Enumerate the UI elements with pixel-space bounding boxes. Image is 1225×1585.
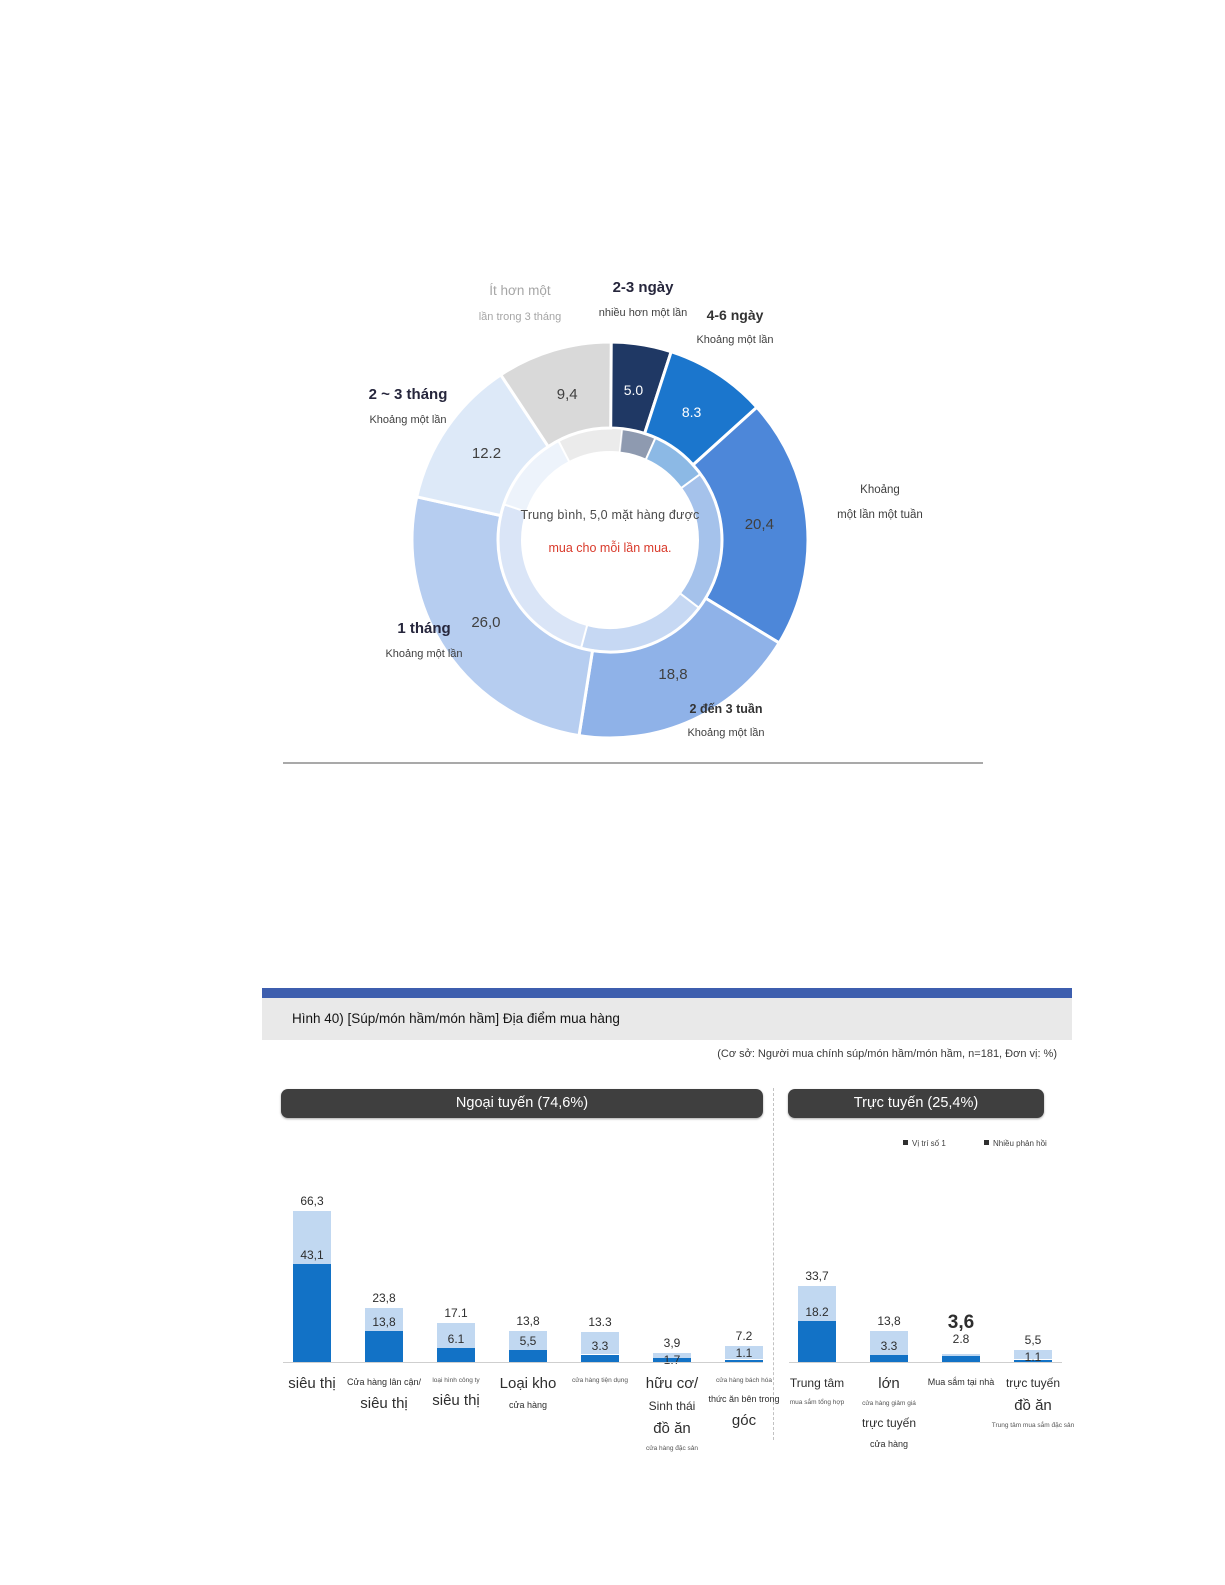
donut-center-note bbox=[460, 508, 760, 555]
bar-total-label: 13.3 bbox=[588, 1314, 612, 1329]
bar-category-line: siêu thị bbox=[432, 1392, 480, 1409]
callout-line: Khoảng một lần bbox=[696, 334, 774, 346]
bar-category-line: cửa hàng đặc sản bbox=[645, 1445, 699, 1452]
bar-total-label: 33,7 bbox=[805, 1268, 829, 1283]
bar-category-line: Loại kho bbox=[499, 1375, 557, 1392]
legend-label: Nhiều phản hồi bbox=[993, 1139, 1047, 1148]
callout-line: 2 ~ 3 tháng bbox=[368, 386, 448, 403]
donut-value-label: 5.0 bbox=[623, 381, 644, 398]
callout-1-month bbox=[334, 620, 514, 660]
bar-category-line: thức ăn bên trong bbox=[708, 1394, 780, 1404]
bar-category-line: cửa hàng bbox=[508, 1400, 548, 1410]
bar-category-line: loại hình công ty bbox=[432, 1377, 480, 1384]
bar-rank1-segment bbox=[581, 1355, 619, 1362]
legend-swatch-multi-icon bbox=[984, 1140, 989, 1145]
bar-rank1-label: 43,1 bbox=[300, 1248, 324, 1263]
bar-rank1-label: 1.7 bbox=[663, 1353, 681, 1368]
callout-line: lần trong 3 tháng bbox=[478, 311, 562, 323]
bar-rank1-label: 1.1 bbox=[735, 1345, 753, 1360]
bar-total-label: 23,8 bbox=[372, 1290, 396, 1305]
callout-line: Khoảng một lần bbox=[687, 727, 765, 739]
callout-line: 2 đến 3 tuần bbox=[689, 702, 763, 716]
callout-2-3-weeks bbox=[636, 702, 816, 739]
bar-rank1-label: 5,5 bbox=[519, 1333, 537, 1348]
bar-rank1-label: 1.1 bbox=[1024, 1349, 1042, 1364]
donut-value-label: 26,0 bbox=[471, 614, 501, 632]
bar-category-line: Mua sắm tại nhà bbox=[927, 1377, 995, 1387]
bar-rank1-label: 2.8 bbox=[952, 1331, 970, 1346]
bar-category-line: Cửa hàng lân cận/ bbox=[346, 1377, 422, 1387]
bar-rank1-label: 6.1 bbox=[447, 1332, 465, 1347]
bar-category-line: cửa hàng giảm giá bbox=[862, 1400, 916, 1407]
bar-rank1-label: 13,8 bbox=[372, 1314, 396, 1329]
online-axis-line bbox=[789, 1362, 1062, 1363]
legend-swatch-rank1-icon bbox=[903, 1140, 908, 1145]
callout-line: Ít hơn một bbox=[489, 283, 551, 298]
bar-rank1-segment bbox=[365, 1331, 403, 1362]
figure-header-accent-strip bbox=[262, 988, 1072, 998]
bar-rank1-label: 3.3 bbox=[880, 1338, 898, 1353]
bar-category-line: cửa hàng bbox=[869, 1439, 909, 1449]
bar-total-label: 66,3 bbox=[300, 1194, 324, 1209]
bar-category-line: siêu thị bbox=[288, 1375, 336, 1392]
bar-category-label bbox=[973, 1372, 1093, 1434]
offline-axis-line bbox=[283, 1362, 763, 1363]
bar-rank1-segment bbox=[437, 1348, 475, 1362]
bar-category-line: trực tuyến bbox=[861, 1416, 917, 1430]
donut-value-label: 8.3 bbox=[681, 404, 702, 421]
figure-title-banner bbox=[262, 998, 1072, 1040]
bar-category-line: siêu thị bbox=[360, 1395, 408, 1412]
online-section-header: Trực tuyến (25,4%) bbox=[788, 1089, 1044, 1118]
bar-rank1-segment bbox=[509, 1350, 547, 1362]
callout-4-6-days bbox=[645, 307, 825, 346]
bar-category-line: trực tuyến bbox=[1005, 1376, 1061, 1390]
bar-category-line: cửa hàng bách hóa bbox=[715, 1377, 773, 1384]
callout-line: Khoảng một lần bbox=[385, 648, 463, 660]
bar-total-label: 3,6 bbox=[947, 1311, 975, 1333]
callout-line: 1 tháng bbox=[397, 620, 451, 637]
figure-title: Hình 40) [Súp/món hầm/món hầm] Địa điểm mua hàng bbox=[292, 1011, 620, 1026]
legend-item-rank1 bbox=[903, 1139, 946, 1148]
bar-total-label: 17.1 bbox=[444, 1306, 468, 1321]
donut-center-line2: mua cho mỗi lần mua. bbox=[548, 541, 672, 555]
bar-total-label: 13,8 bbox=[877, 1313, 901, 1328]
bar-rank1-segment bbox=[293, 1264, 331, 1362]
callout-line: 4-6 ngày bbox=[706, 307, 764, 323]
bar-rank1-label: 3.3 bbox=[591, 1338, 609, 1353]
figure-basis-note: (Cơ sở: Người mua chính súp/món hầm/món hầm, n=181, Đơn vị: %) bbox=[717, 1048, 1057, 1060]
bar-total-label: 13,8 bbox=[516, 1313, 540, 1328]
legend-item-multi bbox=[984, 1139, 1047, 1148]
callout-line: một lần một tuần bbox=[837, 509, 923, 521]
bar-category-line: cửa hàng tiện dụng bbox=[571, 1377, 629, 1384]
callout-2-3-months bbox=[318, 386, 498, 426]
bar-rank1-label: 18.2 bbox=[805, 1304, 829, 1319]
section-divider-line bbox=[283, 762, 983, 764]
bar-category-line: Sinh thái bbox=[648, 1399, 696, 1413]
donut-value-label: 9,4 bbox=[556, 386, 578, 404]
bar-category-line: lớn bbox=[878, 1375, 900, 1392]
callout-line: Khoảng một lần bbox=[369, 414, 447, 426]
bar-category-line: Trung tâm bbox=[789, 1376, 845, 1390]
donut-center-line1: Trung bình, 5,0 mặt hàng được bbox=[520, 508, 700, 522]
bar-category-line: hữu cơ/ bbox=[645, 1375, 699, 1392]
bar-category-line: đồ ăn bbox=[653, 1420, 691, 1437]
callout-weekly bbox=[810, 484, 950, 521]
bar-rank1-segment bbox=[870, 1355, 908, 1362]
offline-section-header: Ngoại tuyến (74,6%) bbox=[281, 1089, 763, 1118]
donut-value-label: 18,8 bbox=[658, 666, 688, 684]
bar-category-line: Trung tâm mua sắm đặc sản bbox=[991, 1422, 1075, 1429]
bar-category-line: đồ ăn bbox=[1014, 1397, 1052, 1414]
callout-line: Khoảng bbox=[860, 484, 900, 496]
bar-rank1-segment bbox=[798, 1321, 836, 1362]
donut-value-label: 12.2 bbox=[471, 444, 502, 462]
bar-category-line: góc bbox=[731, 1412, 757, 1429]
bar-category-line: mua sắm tổng hợp bbox=[789, 1399, 845, 1406]
legend-label: Vị trí số 1 bbox=[912, 1139, 946, 1148]
bar-total-label: 5,5 bbox=[1024, 1332, 1042, 1347]
callout-line: nhiều hơn một lần bbox=[598, 307, 688, 319]
callout-line: 2-3 ngày bbox=[612, 279, 674, 296]
bar-total-label: 7.2 bbox=[735, 1328, 753, 1343]
bar-total-label: 3,9 bbox=[663, 1336, 681, 1351]
donut-value-label: 20,4 bbox=[744, 515, 774, 533]
